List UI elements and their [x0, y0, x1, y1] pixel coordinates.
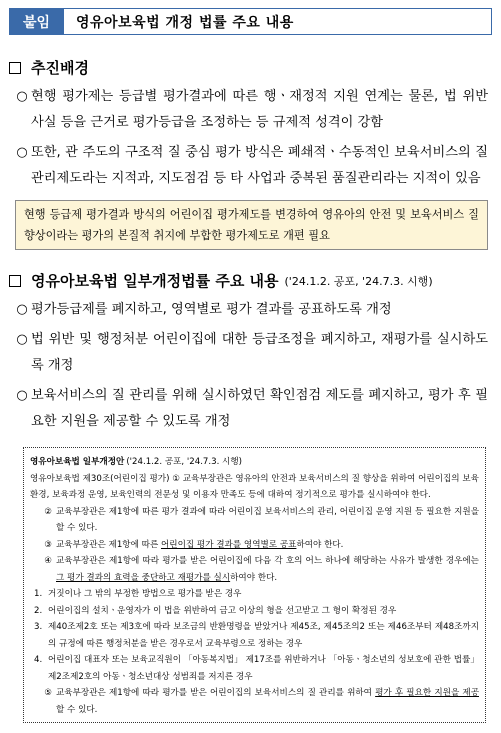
section-amendment-heading [9, 270, 492, 291]
header [9, 8, 492, 35]
clause-number: ④ [44, 556, 52, 566]
subitem-text: 거짓이나 그 밖의 부정한 방법으로 평가를 받은 경우 [48, 589, 242, 599]
circle-bullet-icon: ○ [16, 332, 28, 347]
section-title: 추진배경 [31, 59, 89, 77]
subitem-text: 어린이집의 설치ㆍ운영자가 이 법을 위반하여 금고 이상의 형을 선고받고 그 형이 확정된 경우 [48, 605, 397, 616]
list-item [9, 140, 492, 192]
bullet-text: 보육서비스의 질 관리를 위해 실시하였던 확인점검 제도를 폐지하고, 평가 후 필요한 지원을 제공할 수 있도록 개정 [31, 388, 488, 429]
law-intro: 영유아보육법 제30조(어린이집 평가) ① 교육부장관은 영유아의 안전과 보육서비스의 질 향상을 위하여 어린이집의 보육환경, 보육과정 운영, 보육인력의 전문성 및 이용자 만족도 등에 대하여 정기적으로 평가를 실시하여야 한다. [30, 473, 479, 500]
clause-text-post: 하여야 한다. [296, 539, 344, 550]
amendment-bullets [9, 297, 492, 435]
clause-text-post: 하여야 한다. [230, 572, 278, 583]
clause-text-pre: 교육부장관은 제1항에 따른 [56, 539, 161, 550]
bullet-text: 법 위반 및 행정처분 어린이집에 대한 등급조정을 폐지하고, 재평가를 실시하도록 개정 [31, 332, 488, 373]
clause-text-pre: 교육부장관은 제1항에 따라 평가를 받은 어린이집의 보육서비스의 질 관리를 위하여 [56, 688, 376, 698]
clause-number: ② [44, 506, 52, 517]
list-item [9, 383, 492, 435]
law-clause [30, 537, 479, 554]
law-dates: ('24.1.2. 공포, '24.7.3. 시행) [126, 457, 243, 467]
subitem-text: 제40조제2호 또는 제3호에 따라 보조금의 반환명령을 받았거나 제45조, 제45조의2 또는 제46조부터 제48조까지의 규정에 따른 행정처분을 받은 경우로서 교육부령으로 정하는 경우 [48, 622, 479, 649]
subitem-text: 어린이집 대표자 또는 보육교직원이 「아동복지법」 제17조를 위반하거나 「아동ㆍ청소년의 성보호에 관한 법률」 제2조제2호의 아동ㆍ청소년대상 성범죄를 저지른 경우 [48, 655, 479, 682]
section-date-note: ('24.1.2. 공포, '24.7.3. 시행) [284, 274, 433, 288]
attachment-tag: 붙임 [9, 8, 64, 35]
circle-bullet-icon: ○ [16, 302, 28, 317]
circle-bullet-icon: ○ [16, 388, 28, 403]
bullet-text: 평가등급제를 폐지하고, 영역별로 평가 결과를 공표하도록 개정 [31, 302, 392, 317]
law-clause [30, 553, 479, 586]
clause-underlined-text: 그 평가 결과의 효력을 중단하고 재평가를 실시 [56, 572, 231, 583]
section-title: 영유아보육법 일부개정법률 주요 내용 [31, 272, 279, 290]
clause-text: 교육부장관은 제1항에 따른 평가 결과에 따라 어린이집 보육서비스의 관리, 어린이집 운영 지원 등 필요한 지원을 할 수 있다. [56, 506, 479, 533]
clause-underlined-text: 어린이집 평가 결과를 영역별로 공표 [160, 539, 297, 550]
checkbox-icon [9, 275, 21, 287]
bullet-text: 또한, 관 주도의 구조적 질 중심 평가 방식은 폐쇄적ㆍ수동적인 보육서비스의 질 관리제도라는 지적과, 지도점검 등 타 사업과 중복된 품질관리라는 지적이 있음 [31, 145, 488, 186]
law-subitem [30, 619, 479, 652]
law-clause [30, 504, 479, 537]
law-clause [30, 685, 479, 718]
checkbox-icon [9, 62, 21, 74]
clause-text-pre: 교육부장관은 제1항에 따라 평가를 받은 어린이집에 다음 각 호의 어느 하나에 해당하는 사유가 발생한 경우에는 [56, 556, 479, 566]
clause-number: ③ [44, 539, 52, 550]
law-excerpt-box [23, 447, 486, 723]
law-subitem [30, 586, 479, 603]
list-item [9, 84, 492, 136]
highlight-box: 현행 등급제 평가결과 방식의 어린이집 평가제도를 변경하여 영유아의 안전 및 보육서비스 질 향상이라는 평가의 본질적 취지에 부합한 평가제도로 개편 필요 [15, 200, 488, 250]
law-subitem [30, 603, 479, 620]
clause-text [56, 685, 479, 718]
law-subitem [30, 652, 479, 685]
law-title-text: 영유아보육법 일부개정안 [30, 457, 125, 467]
list-item [9, 297, 492, 323]
law-title [30, 454, 479, 471]
background-bullets [9, 84, 492, 192]
list-item [9, 327, 492, 379]
subitem-number: 4. [34, 655, 43, 665]
subitem-number: 3. [34, 622, 43, 632]
clause-underlined-text: 평가 후 필요한 지원을 제공 [375, 688, 479, 698]
section-background-heading [9, 57, 492, 78]
subitem-number: 2. [34, 605, 43, 616]
clause-text [56, 553, 479, 586]
clause-text [56, 537, 479, 554]
circle-bullet-icon: ○ [16, 89, 28, 104]
bullet-text: 현행 평가제는 등급별 평가결과에 따른 행ㆍ재정적 지원 연계는 물론, 법 위반 사실 등을 근거로 평가등급을 조정하는 등 규제적 성격이 강함 [31, 89, 488, 130]
subitem-number: 1. [34, 589, 43, 599]
circle-bullet-icon: ○ [16, 145, 28, 160]
clause-text-post: 할 수 있다. [56, 704, 98, 715]
document-title: 영유아보육법 개정 법률 주요 내용 [64, 8, 492, 35]
clause-number: ⑤ [44, 688, 52, 698]
